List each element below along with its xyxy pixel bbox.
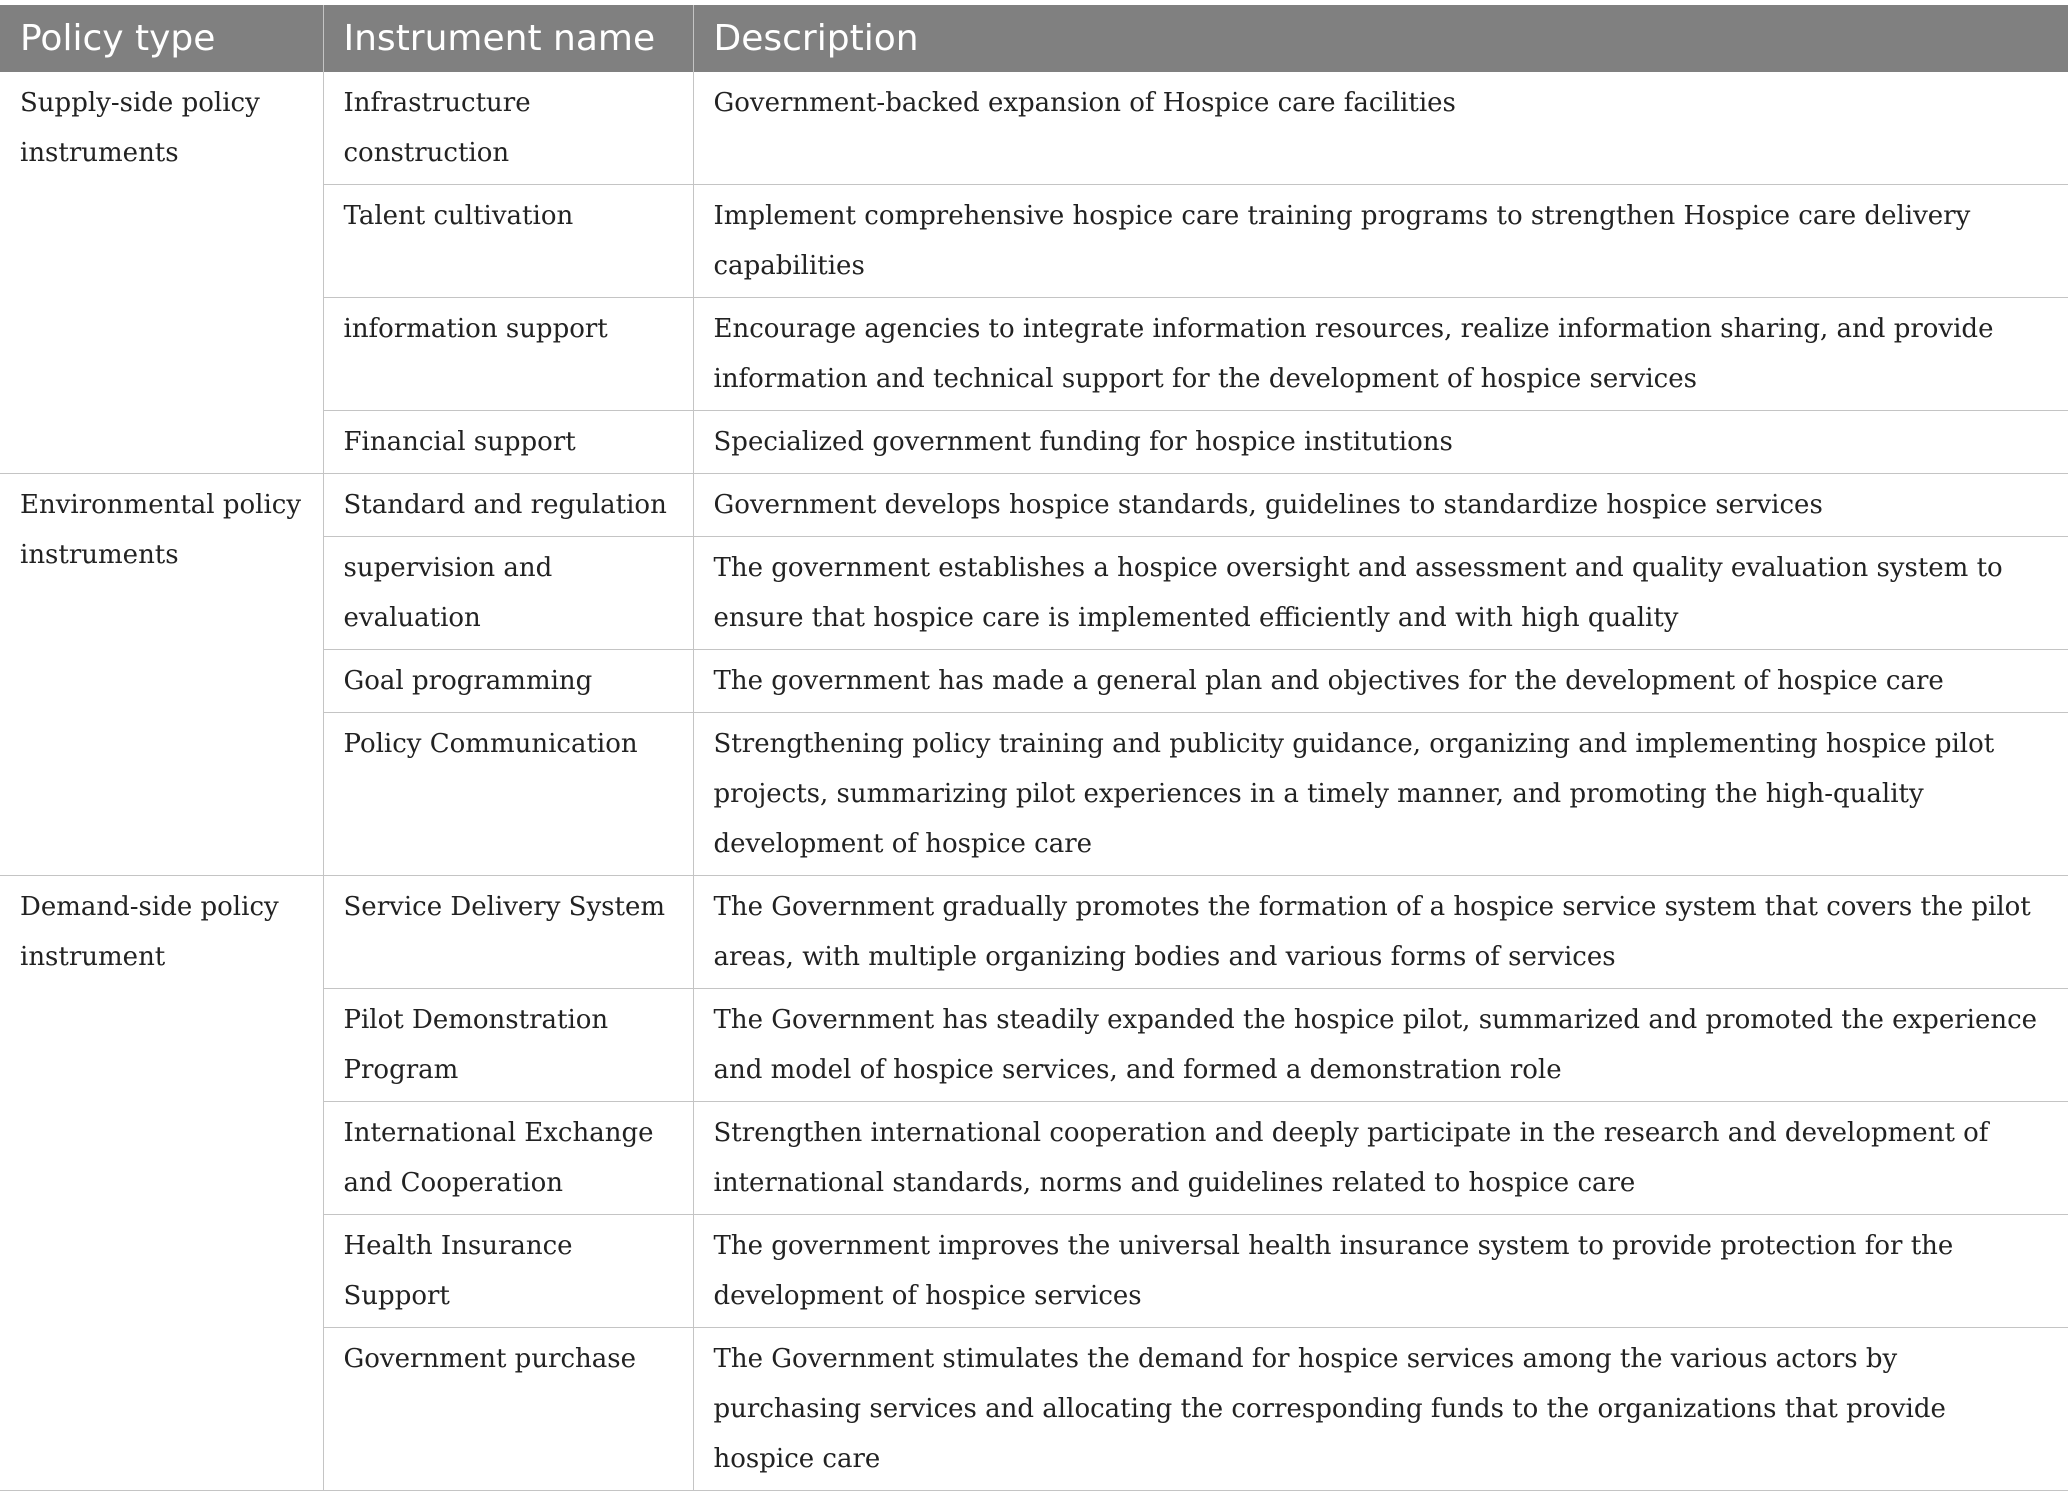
instrument-name-cell: Health Insurance Support	[323, 1215, 693, 1328]
header-description: Description	[693, 5, 2068, 72]
instrument-name-cell: Pilot Demonstration Program	[323, 989, 693, 1102]
description-cell: Government develops hospice standards, guidelines to standardize hospice services	[693, 474, 2068, 537]
instrument-name-cell: Service Delivery System	[323, 876, 693, 989]
policy-type-cell: Demand-side policy instrument	[0, 876, 323, 1491]
table-row	[0, 474, 2068, 537]
instrument-name-cell: Infrastructure construction	[323, 72, 693, 185]
policy-instruments-table	[0, 5, 2068, 1491]
description-cell: The government improves the universal health insurance system to provide protection for the development of hospice services	[693, 1215, 2068, 1328]
description-cell: The Government stimulates the demand for hospice services among the various actors by purchasing services and allocating the corresponding funds to the organizations that provide hospice care	[693, 1328, 2068, 1491]
instrument-name-cell: Financial support	[323, 411, 693, 474]
policy-type-cell: Supply-side policy instruments	[0, 72, 323, 474]
table-header	[0, 5, 2068, 72]
instrument-name-cell: Government purchase	[323, 1328, 693, 1491]
description-cell: The government has made a general plan and objectives for the development of hospice care	[693, 650, 2068, 713]
description-cell: Government-backed expansion of Hospice care facilities	[693, 72, 2068, 185]
description-cell: The government establishes a hospice oversight and assessment and quality evaluation system to ensure that hospice care is implemented efficiently and with high quality	[693, 537, 2068, 650]
instrument-name-cell: International Exchange and Cooperation	[323, 1102, 693, 1215]
table-body	[0, 72, 2068, 1491]
instrument-name-cell: Standard and regulation	[323, 474, 693, 537]
instrument-name-cell: supervision and evaluation	[323, 537, 693, 650]
description-cell: Strengthen international cooperation and deeply participate in the research and development of international standards, norms and guidelines related to hospice care	[693, 1102, 2068, 1215]
description-cell: Specialized government funding for hospice institutions	[693, 411, 2068, 474]
instrument-name-cell: Talent cultivation	[323, 185, 693, 298]
header-row	[0, 5, 2068, 72]
description-cell: Implement comprehensive hospice care training programs to strengthen Hospice care delivery capabilities	[693, 185, 2068, 298]
description-cell: The Government has steadily expanded the hospice pilot, summarized and promoted the experience and model of hospice services, and formed a demonstration role	[693, 989, 2068, 1102]
instrument-name-cell: Goal programming	[323, 650, 693, 713]
description-cell: Strengthening policy training and publicity guidance, organizing and implementing hospice pilot projects, summarizing pilot experiences in a timely manner, and promoting the high-quality development of hospice care	[693, 713, 2068, 876]
table-row	[0, 876, 2068, 989]
description-cell: The Government gradually promotes the formation of a hospice service system that covers the pilot areas, with multiple organizing bodies and various forms of services	[693, 876, 2068, 989]
policy-type-cell: Environmental policy instruments	[0, 474, 323, 876]
header-policy-type: Policy type	[0, 5, 323, 72]
instrument-name-cell: Policy Communication	[323, 713, 693, 876]
header-instrument-name: Instrument name	[323, 5, 693, 72]
policy-table-container	[0, 5, 2068, 1491]
description-cell: Encourage agencies to integrate information resources, realize information sharing, and provide information and technical support for the development of hospice services	[693, 298, 2068, 411]
table-row	[0, 72, 2068, 185]
instrument-name-cell: information support	[323, 298, 693, 411]
